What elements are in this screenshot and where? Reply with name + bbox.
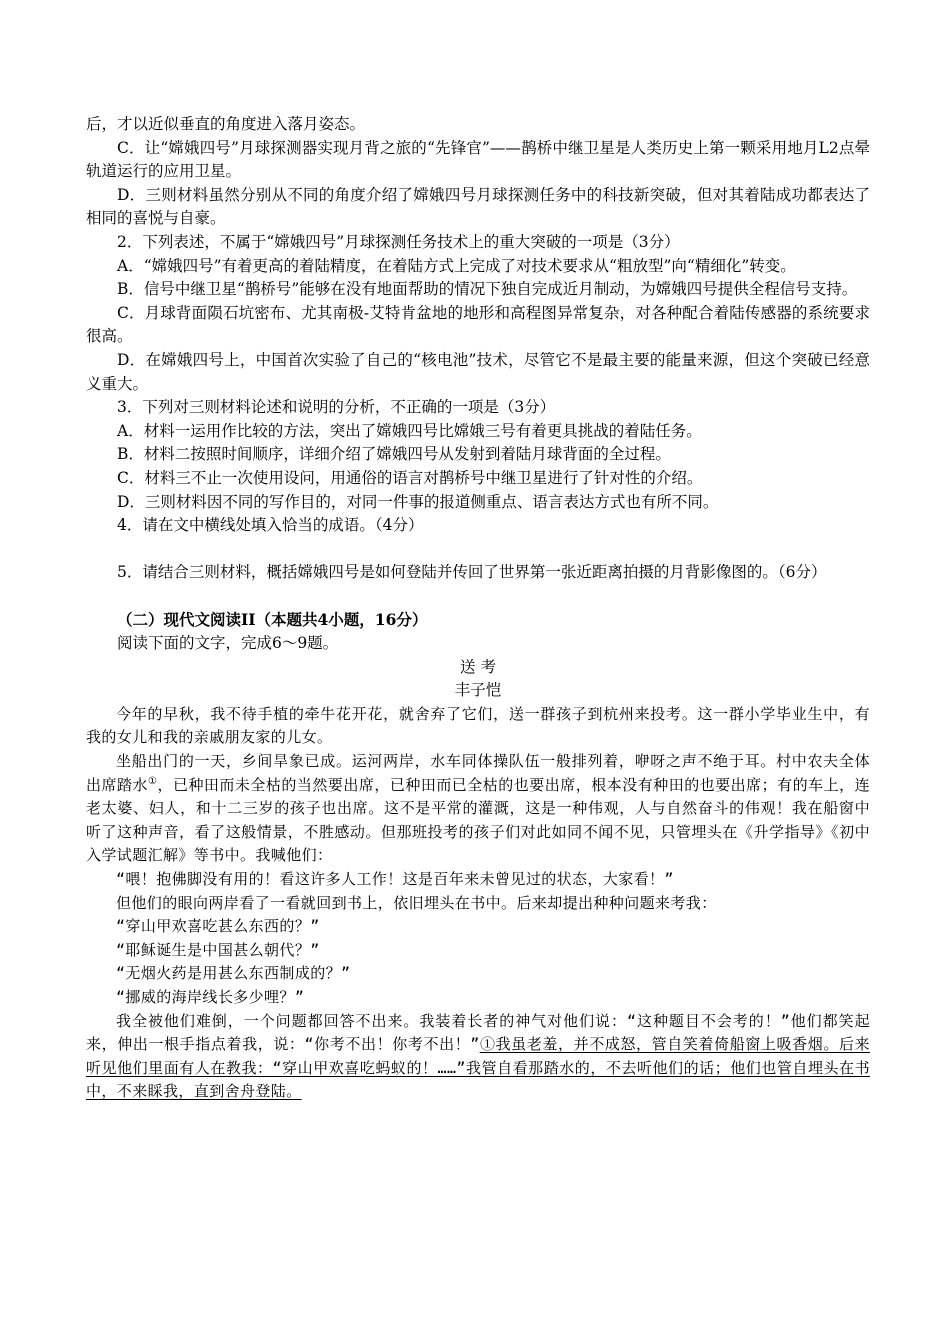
q1-option-c: C．让“嫦娥四号”月球探测器实现月背之旅的“先锋官”——鹊桥中继卫星是人类历史上第一颗采用地月L2点晕轨道运行的应用卫星。	[86, 138, 870, 181]
q3-option-c: C．材料三不止一次使用设问，用通俗的语言对鹊桥号中继卫星进行了针对性的介绍。	[117, 468, 703, 487]
section-heading: （二）现代文阅读II（本题共4小题，16分）	[117, 610, 428, 630]
question-4: 4．请在文中横线处填入恰当的成语。（4分）	[117, 516, 424, 535]
reading-instruction: 阅读下面的文字，完成6～9题。	[117, 634, 339, 653]
question-3: 3．下列对三则材料论述和说明的分析，不正确的一项是（3分）	[117, 398, 556, 417]
q2-option-d: D．在嫦娥四号上，中国首次实验了自己的“核电池”技术，尽管它不是最主要的能量来源，但这个突破已经意义重大。	[86, 350, 870, 393]
exam-page	[86, 113, 870, 1104]
article-paragraph-3: “喂！抱佛脚没有用的！看这许多人工作！这是百年来未曾见过的状态，大家看！”	[116, 870, 674, 888]
paragraph-5-text: 我全被他们难倒，一个问题都回答不出来。我装着长者的神气对他们说：“这种题目不会考的！”他们都笑起来，伸出一根手指点着我，说：“你考不出！你考不出！”	[86, 1011, 870, 1054]
dialogue-question-2: “耶稣诞生是中国甚么朝代？”	[116, 940, 320, 959]
q3-option-b: B．材料二按照时间顺序，详细介绍了嫦娥四号从发射到着陆月球背面的全过程。	[117, 445, 671, 464]
q2-option-c: C．月球背面陨石坑密布、尤其南极-艾特肯盆地的地形和高程图异常复杂，对各种配合着陆传感器的系统要求很高。	[86, 303, 870, 346]
text-line-continued: 后，才以近似垂直的角度进入落月姿态。	[86, 115, 366, 133]
article-paragraph-5	[86, 1010, 870, 1104]
article-paragraph-1: 今年的早秋，我不待手植的牵牛花开花，就舍弃了它们，送一群孩子到杭州来投考。这一群小学毕业生中，有我的女儿和我的亲戚朋友家的儿女。	[86, 704, 870, 747]
q1-option-d: D．三则材料虽然分别从不同的角度介绍了嫦娥四号月球探测任务中的科技新突破，但对其着陆成功都表达了相同的喜悦与自豪。	[86, 185, 870, 228]
spacer	[86, 585, 870, 609]
question-2: 2．下列表述，不属于“嫦娥四号”月球探测任务技术上的重大突破的一项是（3分）	[117, 232, 680, 251]
paragraph-2-text-b: ，已种田而未全枯的当然要出席，已种田而已全枯的也要出席，根本没有种田的也要出席；有的车上，连老太婆、妇人，和十二三岁的孩子也出席。这不是平常的灌溉，这是一种伟观，人与自然奋斗的伟观！我在船窗中听了这种声音，看了这般情景，不胜感动。但那班投考的孩子们对此如同不闻不见，只管埋头在《升学指导》《初中入学试题汇解》等书中。我喊他们：	[86, 775, 871, 865]
q3-option-d: D．三则材料因不同的写作目的，对同一件事的报道侧重点、语言表达方式也有所不同。	[117, 492, 719, 511]
answer-space	[86, 538, 870, 562]
q3-option-a: A．材料一运用作比较的方法，突出了嫦娥四号比嫦娥三号有着更具挑战的着陆任务。	[117, 421, 702, 440]
article-paragraph-4: 但他们的眼向两岸看了一看就回到书上，依旧埋头在书中。后来却提出种种问题来考我：	[116, 893, 717, 912]
article-title: 送 考	[460, 657, 496, 676]
dialogue-question-1: “穿山甲欢喜吃甚么东西的？”	[116, 917, 320, 936]
question-5: 5．请结合三则材料，概括嫦娥四号是如何登陆并传回了世界第一张近距离拍摄的月背影像图的。（6分）	[117, 563, 827, 582]
dialogue-question-3: “无烟火药是用甚么东西制成的？”	[116, 964, 351, 983]
dialogue-question-4: “挪威的海岸线长多少哩？”	[116, 987, 305, 1006]
q2-option-a: A．“嫦娥四号”有着更高的着陆精度，在着陆方式上完成了对技术要求从“粗放型”向“精细化”转变。	[117, 256, 796, 275]
underlined-sentence-1: ①我虽老羞，并不成怒，管自笑着倚船窗上吸香烟。后来听见他们里面有人在教我：“穿山甲欢喜吃蚂蚁的！……”我管自看那踏水的，不去听他们的话；他们也管自埋头在书中，不来睬我，直到舍舟登陆。	[86, 1035, 870, 1101]
article-body	[86, 703, 870, 1104]
article-author: 丰子恺	[454, 681, 502, 700]
footnote-marker: ①	[147, 775, 158, 787]
article-paragraph-2	[86, 750, 870, 868]
q2-option-b: B．信号中继卫星“鹊桥号”能够在没有地面帮助的情况下独自完成近月制动，为嫦娥四号提供全程信号支持。	[117, 280, 858, 299]
paragraph-2-text-a: 坐船出门的一天，乡间旱象已成。运河两岸，水车同体操队伍一般排列着，咿呀之声不绝于耳。村中农夫全体出席踏水	[86, 752, 870, 794]
